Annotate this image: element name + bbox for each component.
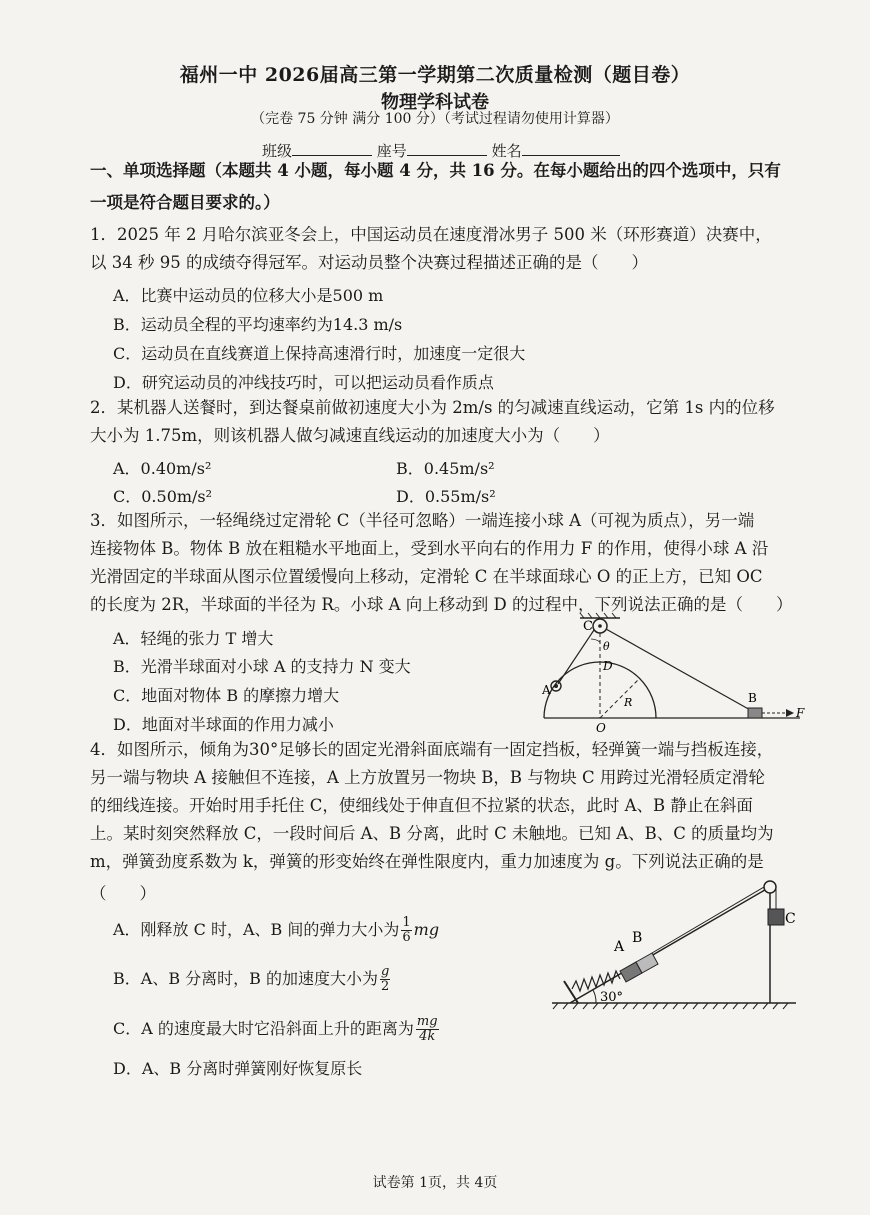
q3-label-theta: θ bbox=[603, 640, 610, 653]
q3-label-c: C bbox=[583, 619, 593, 634]
q3-label-r: R bbox=[624, 696, 633, 709]
q3-option-b: B．光滑半球面对小球 A 的支持力 N 变大 bbox=[113, 657, 411, 676]
seat-field[interactable] bbox=[407, 141, 487, 156]
q1-stem-line1: 1．2025 年 2 月哈尔滨亚冬会上，中国运动员在速度滑冰男子 500 米（环形赛道）决赛中， bbox=[90, 225, 772, 244]
q3-option-a: A．轻绳的张力 T 增大 bbox=[113, 629, 274, 648]
q2-option-c: C．0.50m/s² bbox=[113, 487, 213, 506]
q4-option-b-den: 2 bbox=[381, 979, 390, 994]
q3-label-o: O bbox=[596, 721, 606, 734]
q4-stem-line2: 另一端与物块 A 接触但不连接，A 上方放置另一物块 B，B 与物块 C 用跨过光滑轻质定滑轮 bbox=[90, 768, 765, 787]
q4-stem-line5: m，弹簧劲度系数为 k，弹簧的形变始终在弹性限度内，重力加速度为 g。下列说法正确的是 bbox=[90, 852, 764, 871]
q3-stem-line1: 3．如图所示，一轻绳绕过定滑轮 C（半径可忽略）一端连接小球 A（可视为质点），另一端 bbox=[90, 511, 755, 530]
exam-subtitle: 物理学科试卷 bbox=[381, 92, 489, 113]
q4-stem-line3: 的细线连接。开始时用手托住 C，使细线处于伸直但不拉紧的状态，此时 A、B 静止在斜面 bbox=[90, 796, 753, 815]
q4-figure bbox=[548, 875, 798, 1015]
exam-note: （完卷 75 分钟 满分 100 分）（考试过程请勿使用计算器） bbox=[251, 111, 619, 127]
q4-option-a-num: 1 bbox=[402, 915, 411, 930]
q2-option-d: D．0.55m/s² bbox=[396, 487, 496, 506]
q4-option-c-num: mg bbox=[416, 1014, 438, 1029]
q4-option-a-fraction bbox=[401, 916, 411, 945]
q4-option-b-fraction bbox=[380, 965, 390, 994]
q3-figure bbox=[540, 612, 810, 734]
q4-option-a-text: A．刚释放 C 时，A、B 间的弹力大小为 bbox=[113, 920, 400, 939]
q4-option-c-fraction bbox=[416, 1015, 439, 1044]
q3-stem-line3: 光滑固定的半球面从图示位置缓慢向上移动，定滑轮 C 在半球面球心 O 的正上方，已知 OC bbox=[90, 567, 763, 586]
q4-label-c: C bbox=[785, 911, 796, 927]
q2-stem-line2: 大小为 1.75m，则该机器人做匀减速直线运动的加速度大小为（ ） bbox=[90, 426, 610, 445]
q1-option-a: A．比赛中运动员的位移大小是500 m bbox=[113, 286, 384, 305]
seat-label: 座号 bbox=[376, 142, 407, 160]
q4-option-c-den: 4k bbox=[419, 1029, 436, 1044]
q3-stem-line4: 的长度为 2R，半球面的半径为 R。小球 A 向上移动到 D 的过程中，下列说法正确的是（ ） bbox=[90, 595, 793, 614]
student-info-row bbox=[262, 140, 620, 161]
exam-title: 福州一中 2026届高三第一学期第二次质量检测（题目卷） bbox=[179, 64, 691, 86]
section-heading-line2: 一项是符合题目要求的。） bbox=[90, 193, 280, 212]
q3-stem-line2: 连接物体 B。物体 B 放在粗糙水平地面上，受到水平向右的作用力 F 的作用，使得小球 A 沿 bbox=[90, 539, 769, 558]
q4-stem-line1: 4．如图所示，倾角为30°足够长的固定光滑斜面底端有一固定挡板，轻弹簧一端与挡板连接， bbox=[90, 740, 774, 759]
q3-option-c: C．地面对物体 B 的摩擦力增大 bbox=[113, 686, 340, 705]
q1-option-c: C．运动员在直线赛道上保持高速滑行时，加速度一定很大 bbox=[113, 344, 526, 363]
name-label: 姓名 bbox=[491, 142, 522, 160]
q1-option-b: B．运动员全程的平均速率约为14.3 m/s bbox=[113, 315, 403, 334]
q4-label-b: B bbox=[632, 930, 643, 946]
name-field[interactable] bbox=[522, 141, 620, 156]
q4-option-b bbox=[113, 965, 392, 994]
class-field[interactable] bbox=[292, 141, 372, 156]
q4-option-b-text: B．A、B 分离时，B 的加速度大小为 bbox=[113, 969, 379, 988]
q3-label-d: D bbox=[603, 659, 613, 673]
q4-option-a bbox=[113, 916, 439, 945]
q4-stem-line6: （ ） bbox=[90, 884, 156, 903]
class-label: 班级 bbox=[262, 142, 293, 160]
q4-option-a-den: 6 bbox=[402, 930, 411, 945]
q4-option-a-tail: mg bbox=[413, 920, 440, 939]
q4-label-a: A bbox=[614, 939, 625, 955]
q3-label-a: A bbox=[542, 683, 551, 697]
q3-label-f: F bbox=[796, 706, 805, 720]
q4-stem-line4: 上。某时刻突然释放 C，一段时间后 A、B 分离，此时 C 未触地。已知 A、B、C 的质量均为 bbox=[90, 824, 774, 843]
q2-option-b: B．0.45m/s² bbox=[396, 459, 495, 478]
q4-option-c-text: C．A 的速度最大时它沿斜面上升的距离为 bbox=[113, 1019, 414, 1038]
q4-label-angle: 30° bbox=[600, 990, 624, 1005]
q4-option-b-num: g bbox=[381, 964, 390, 979]
q1-stem-line2: 以 34 秒 95 的成绩夺得冠军。对运动员整个决赛过程描述正确的是（ ） bbox=[90, 253, 648, 272]
q3-option-d: D．地面对半球面的作用力减小 bbox=[113, 715, 334, 734]
q1-option-d: D．研究运动员的冲线技巧时，可以把运动员看作质点 bbox=[113, 373, 494, 392]
q2-option-a: A．0.40m/s² bbox=[113, 459, 212, 478]
q2-stem-line1: 2．某机器人送餐时，到达餐桌前做初速度大小为 2m/s 的匀减速直线运动，它第 1s 内的位移 bbox=[90, 398, 775, 417]
section-heading-line1: 一、单项选择题（本题共 4 小题，每小题 4 分，共 16 分。在每小题给出的四个选项中，只有 bbox=[90, 161, 781, 180]
q4-option-d: D．A、B 分离时弹簧刚好恢复原长 bbox=[113, 1059, 363, 1078]
q3-label-b: B bbox=[748, 691, 757, 705]
page-footer: 试卷第 1页，共 4页 bbox=[372, 1175, 498, 1191]
q4-option-c bbox=[113, 1015, 441, 1044]
